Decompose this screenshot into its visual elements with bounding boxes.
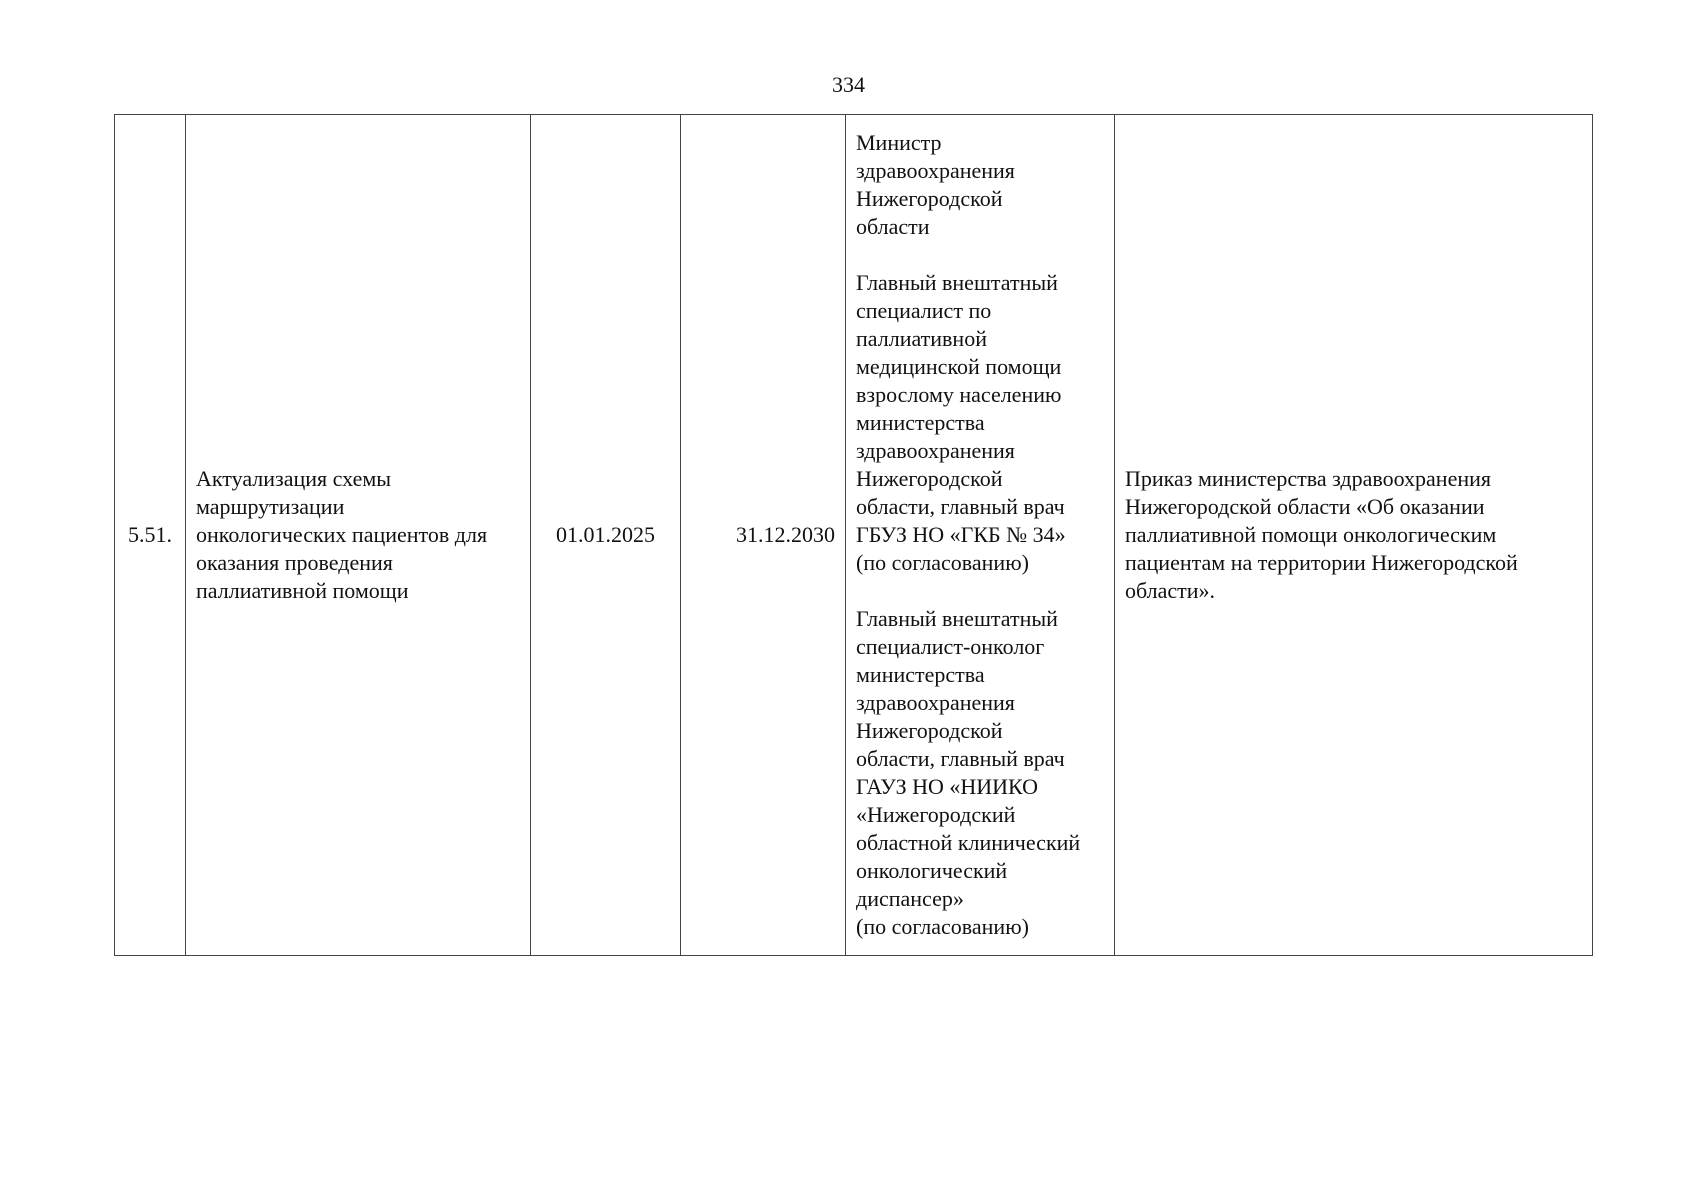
responsible-line: здравоохранения <box>856 438 1015 463</box>
responsible-person <box>856 269 1104 577</box>
measures-table <box>114 114 1593 956</box>
result-line: Приказ министерства здравоохранения <box>1125 466 1492 491</box>
row-number: 5.51. <box>115 115 186 956</box>
responsible-line: паллиативной <box>856 326 987 351</box>
measure-name <box>186 115 531 956</box>
responsible-line: области, главный врач <box>856 746 1065 771</box>
start-date: 01.01.2025 <box>531 115 681 956</box>
responsible-line: Главный внештатный <box>856 270 1058 295</box>
responsible-line: ГАУЗ НО «НИИКО <box>856 774 1039 799</box>
responsible-line: министерства <box>856 410 985 435</box>
responsible-line: здравоохранения <box>856 690 1015 715</box>
page-number: 334 <box>832 72 865 97</box>
result-line: области». <box>1125 578 1216 603</box>
measure-name-line: паллиативной помощи <box>196 578 409 603</box>
responsible-line: взрослому населению <box>856 382 1062 407</box>
measure-name-line: онкологических пациентов для <box>196 522 488 547</box>
measure-name-line: маршрутизации <box>196 494 345 519</box>
responsible-line: министерства <box>856 662 985 687</box>
responsible-line: диспансер» <box>856 886 964 911</box>
responsible-person <box>856 129 1104 241</box>
responsible-line: специалист-онколог <box>856 634 1045 659</box>
measure-name-line: оказания проведения <box>196 550 393 575</box>
responsible-line: Нижегородской <box>856 466 1003 491</box>
responsible-line: ГБУЗ НО «ГКБ № 34» <box>856 522 1066 547</box>
responsible-persons <box>846 115 1115 956</box>
responsible-line: областной клинический <box>856 830 1081 855</box>
result-line: паллиативной помощи онкологическим <box>1125 522 1497 547</box>
responsible-line: здравоохранения <box>856 158 1015 183</box>
responsible-line: (по согласованию) <box>856 914 1029 939</box>
responsible-line: Нижегородской <box>856 186 1003 211</box>
responsible-line: специалист по <box>856 298 992 323</box>
expected-result <box>1115 115 1593 956</box>
measure-name-line: Актуализация схемы <box>196 466 392 491</box>
result-line: пациентам на территории Нижегородской <box>1125 550 1518 575</box>
responsible-line: области <box>856 214 930 239</box>
responsible-line: Нижегородской <box>856 718 1003 743</box>
end-date: 31.12.2030 <box>681 115 846 956</box>
responsible-person <box>856 605 1104 941</box>
responsible-line: онкологический <box>856 858 1008 883</box>
responsible-line: Главный внештатный <box>856 606 1058 631</box>
responsible-line: «Нижегородский <box>856 802 1016 827</box>
result-line: Нижегородской области «Об оказании <box>1125 494 1485 519</box>
table-row <box>115 115 1593 956</box>
responsible-line: (по согласованию) <box>856 550 1029 575</box>
responsible-line: Министр <box>856 130 942 155</box>
responsible-line: медицинской помощи <box>856 354 1062 379</box>
responsible-line: области, главный врач <box>856 494 1065 519</box>
